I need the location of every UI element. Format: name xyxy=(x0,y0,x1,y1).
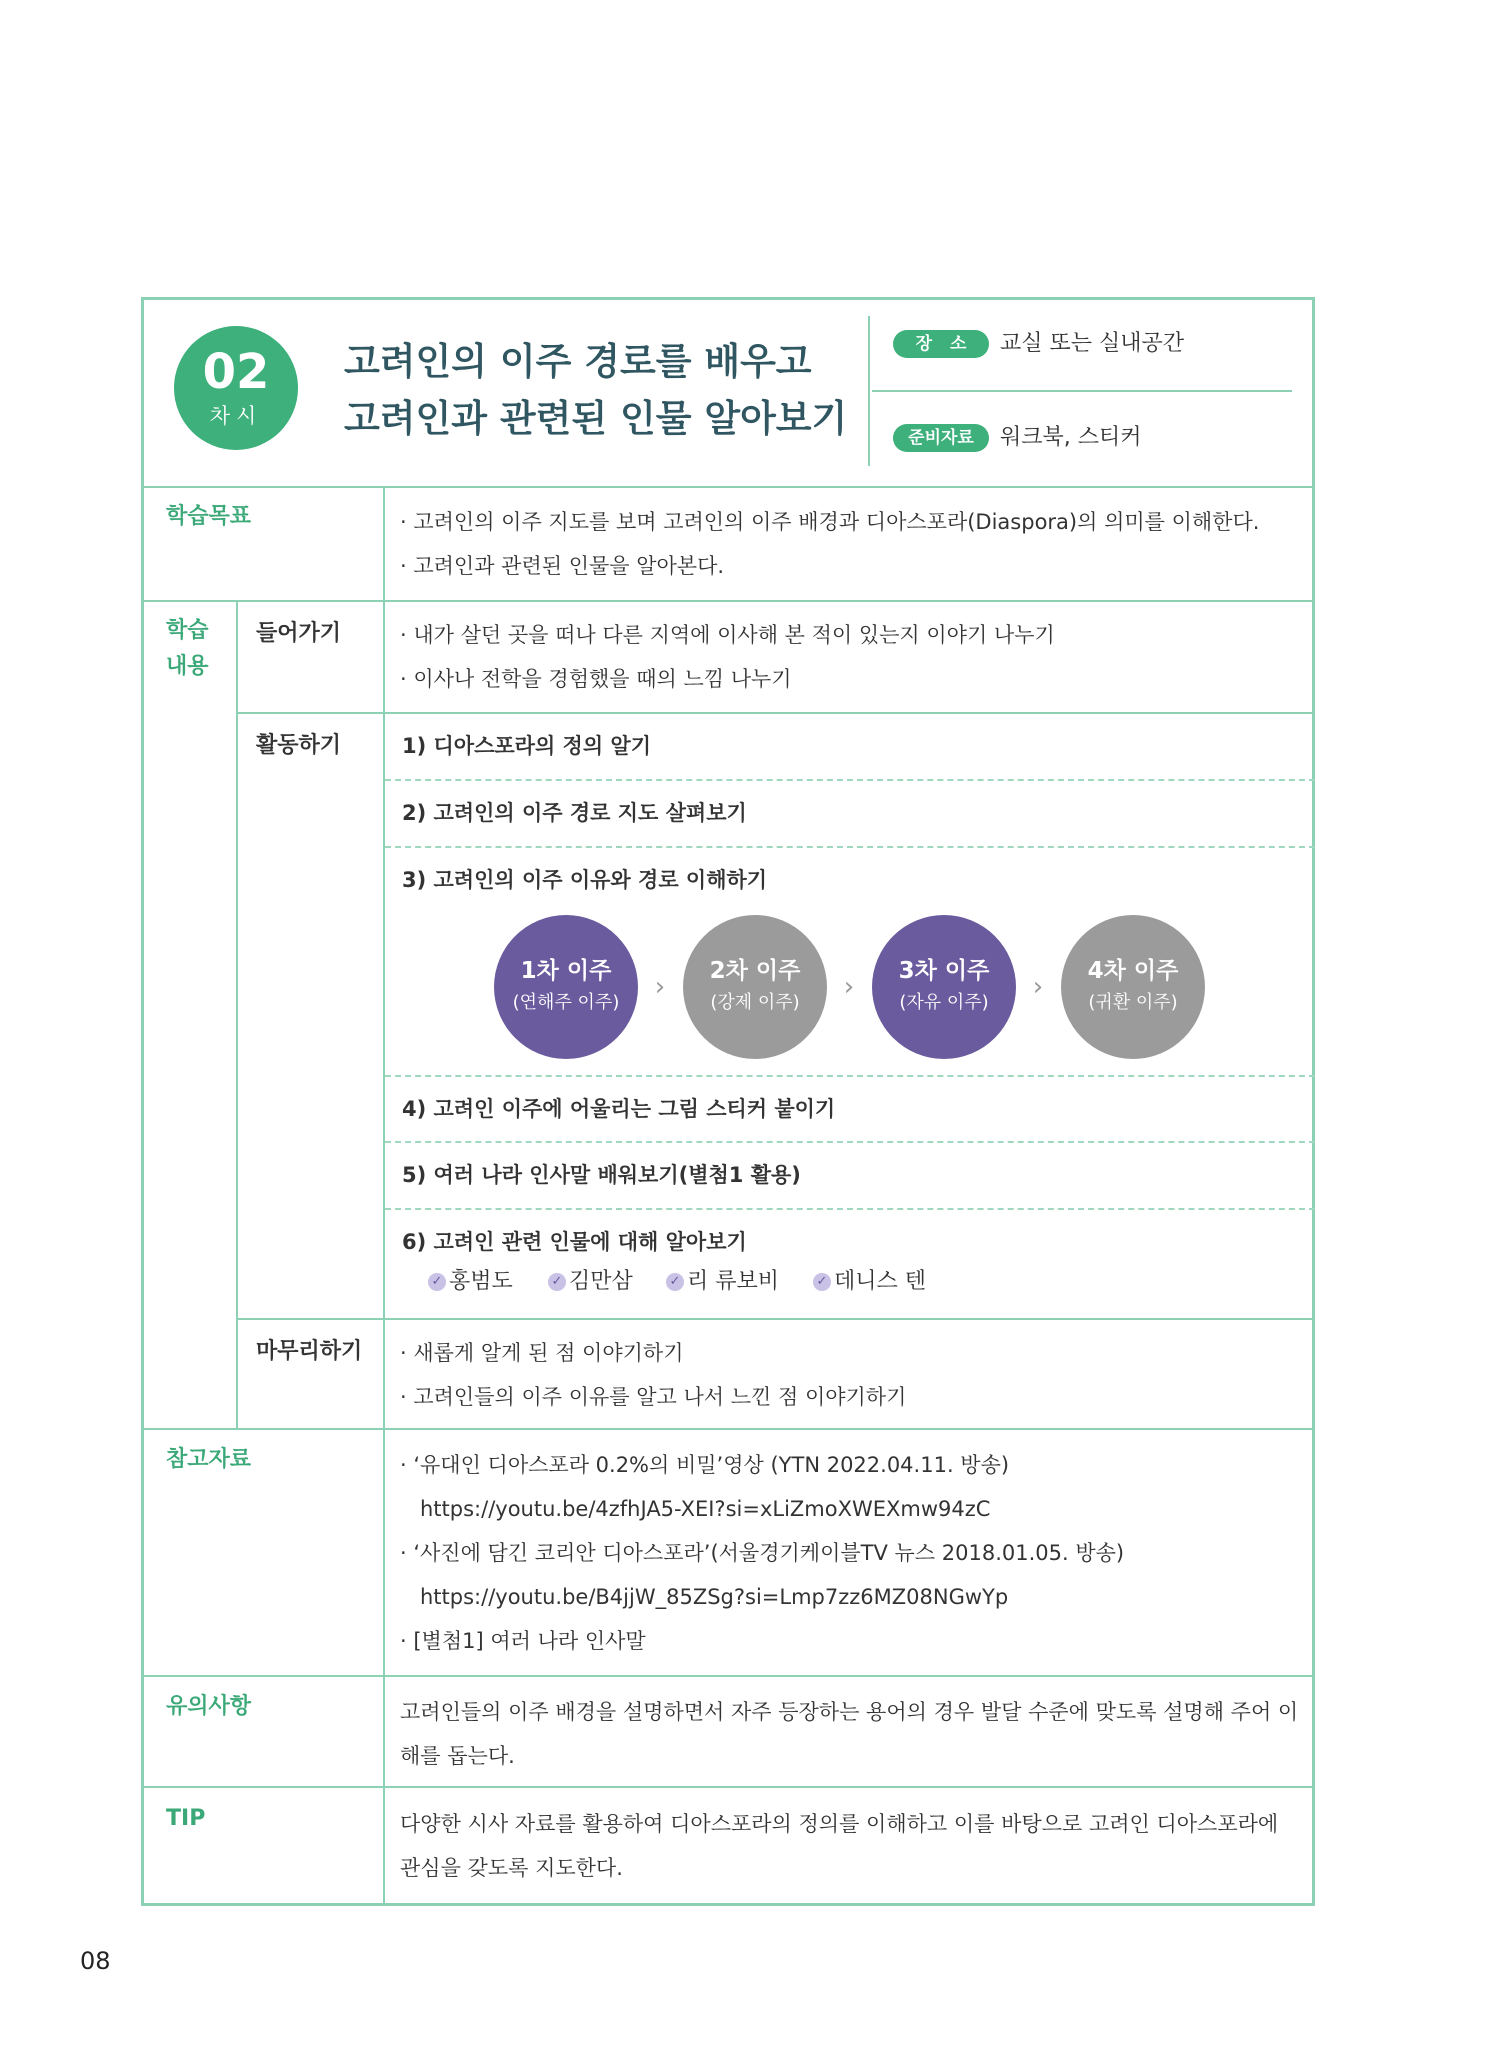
objective-item: · 고려인과 관련된 인물을 알아본다. xyxy=(400,554,725,578)
divider xyxy=(872,390,1292,392)
activity-step: 1) 디아스포라의 정의 알기 xyxy=(402,734,652,758)
migration-subtitle: (자유 이주) xyxy=(899,992,989,1013)
reference-url[interactable]: https://youtu.be/B4jjW_85ZSg?si=Lmp7zz6MZ08NGwYp xyxy=(420,1585,1009,1609)
migration-stage-1 xyxy=(494,915,638,1059)
chevron-right-icon: › xyxy=(843,972,855,1002)
divider xyxy=(141,486,1315,488)
tip-label: TIP xyxy=(166,1806,206,1831)
content-label: 내용 xyxy=(166,654,209,679)
dashed-divider xyxy=(385,1141,1315,1143)
session-label: 차시 xyxy=(209,404,263,428)
person-item xyxy=(813,1267,926,1297)
lesson-title-line1: 고려인의 이주 경로를 배우고 xyxy=(344,340,812,383)
migration-stage-4 xyxy=(1061,915,1205,1059)
activity-step: 4) 고려인 이주에 어울리는 그림 스티커 붙이기 xyxy=(402,1097,836,1121)
wrapup-item: · 고려인들의 이주 이유를 알고 나서 느낀 점 이야기하기 xyxy=(400,1385,907,1409)
reference-line: · ‘유대인 디아스포라 0.2%의 비밀’영상 (YTN 2022.04.11. 방송) xyxy=(400,1453,1010,1477)
dashed-divider xyxy=(385,846,1315,848)
migration-stage-2 xyxy=(683,915,827,1059)
divider xyxy=(868,316,870,466)
dashed-divider xyxy=(385,1075,1315,1077)
activity-step: 6) 고려인 관련 인물에 대해 알아보기 xyxy=(402,1230,747,1254)
dashed-divider xyxy=(385,779,1315,781)
wrapup-item: · 새롭게 알게 된 점 이야기하기 xyxy=(400,1341,684,1365)
session-number: 02 xyxy=(202,344,270,400)
divider xyxy=(237,712,1315,714)
migration-title: 3차 이주 xyxy=(898,958,990,984)
divider xyxy=(383,486,385,1906)
person-name: 데니스 텐 xyxy=(834,1269,927,1294)
check-icon: ✓ xyxy=(548,1273,566,1291)
place-value: 교실 또는 실내공간 xyxy=(1000,331,1185,356)
migration-subtitle: (연해주 이주) xyxy=(512,992,620,1013)
divider xyxy=(141,1786,1315,1788)
materials-pill: 준비자료 xyxy=(893,424,989,452)
divider xyxy=(141,600,1315,602)
intro-label: 들어가기 xyxy=(256,621,342,646)
activity-step: 5) 여러 나라 인사말 배워보기(별첨1 활용) xyxy=(402,1163,801,1187)
divider xyxy=(237,1318,1315,1320)
lesson-title-line2: 고려인과 관련된 인물 알아보기 xyxy=(344,397,848,440)
objective-item: · 고려인의 이주 지도를 보며 고려인의 이주 배경과 디아스포라(Diaspora)의 의미를 이해한다. xyxy=(400,510,1260,534)
intro-item: · 내가 살던 곳을 떠나 다른 지역에 이사해 본 적이 있는지 이야기 나누기 xyxy=(400,623,1055,647)
divider xyxy=(141,1428,1315,1430)
reference-line: · ‘사진에 담긴 코리안 디아스포라’(서울경기케이블TV 뉴스 2018.01.05. 방송) xyxy=(400,1541,1125,1565)
migration-title: 2차 이주 xyxy=(709,958,801,984)
chevron-right-icon: › xyxy=(654,972,666,1002)
intro-item: · 이사나 전학을 경험했을 때의 느낌 나누기 xyxy=(400,667,792,691)
migration-stage-3 xyxy=(872,915,1016,1059)
divider xyxy=(236,600,238,1428)
person-item xyxy=(548,1267,633,1297)
place-pill: 장소 xyxy=(893,330,989,358)
session-badge xyxy=(174,326,298,450)
reference-line: · [별첨1] 여러 나라 인사말 xyxy=(400,1629,646,1653)
activity-step: 2) 고려인의 이주 경로 지도 살펴보기 xyxy=(402,801,747,825)
check-icon: ✓ xyxy=(666,1273,684,1291)
person-name: 김만삼 xyxy=(569,1269,633,1294)
divider xyxy=(141,1675,1315,1677)
notes-text: 고려인들의 이주 배경을 설명하면서 자주 등장하는 용어의 경우 발달 수준에 맞도록 설명해 주어 이해를 돕는다. xyxy=(400,1700,1299,1768)
check-icon: ✓ xyxy=(813,1273,831,1291)
tip-text: 다양한 시사 자료를 활용하여 디아스포라의 정의를 이해하고 이를 바탕으로 고려인 디아스포라에 관심을 갖도록 지도한다. xyxy=(400,1812,1279,1880)
wrapup-label: 마무리하기 xyxy=(256,1339,363,1364)
person-item xyxy=(666,1267,779,1297)
content-label: 학습 xyxy=(166,618,209,643)
dashed-divider xyxy=(385,1208,1315,1210)
migration-subtitle: (귀환 이주) xyxy=(1088,992,1178,1013)
notes-label: 유의사항 xyxy=(166,1694,252,1719)
person-item xyxy=(428,1267,513,1297)
person-name: 홍범도 xyxy=(449,1269,513,1294)
objectives-label: 학습목표 xyxy=(166,504,252,529)
migration-subtitle: (강제 이주) xyxy=(710,992,800,1013)
migration-title: 4차 이주 xyxy=(1087,958,1179,984)
reference-url[interactable]: https://youtu.be/4zfhJA5-XEI?si=xLiZmoXWEXmw94zC xyxy=(420,1497,991,1521)
materials-value: 워크북, 스티커 xyxy=(1000,425,1142,450)
references-label: 참고자료 xyxy=(166,1447,252,1472)
activity-label: 활동하기 xyxy=(256,733,342,758)
check-icon: ✓ xyxy=(428,1273,446,1291)
chevron-right-icon: › xyxy=(1032,972,1044,1002)
activity-step: 3) 고려인의 이주 이유와 경로 이해하기 xyxy=(402,868,768,892)
page-number: 08 xyxy=(80,1947,111,1975)
person-name: 리 류보비 xyxy=(687,1269,780,1294)
migration-title: 1차 이주 xyxy=(520,958,612,984)
